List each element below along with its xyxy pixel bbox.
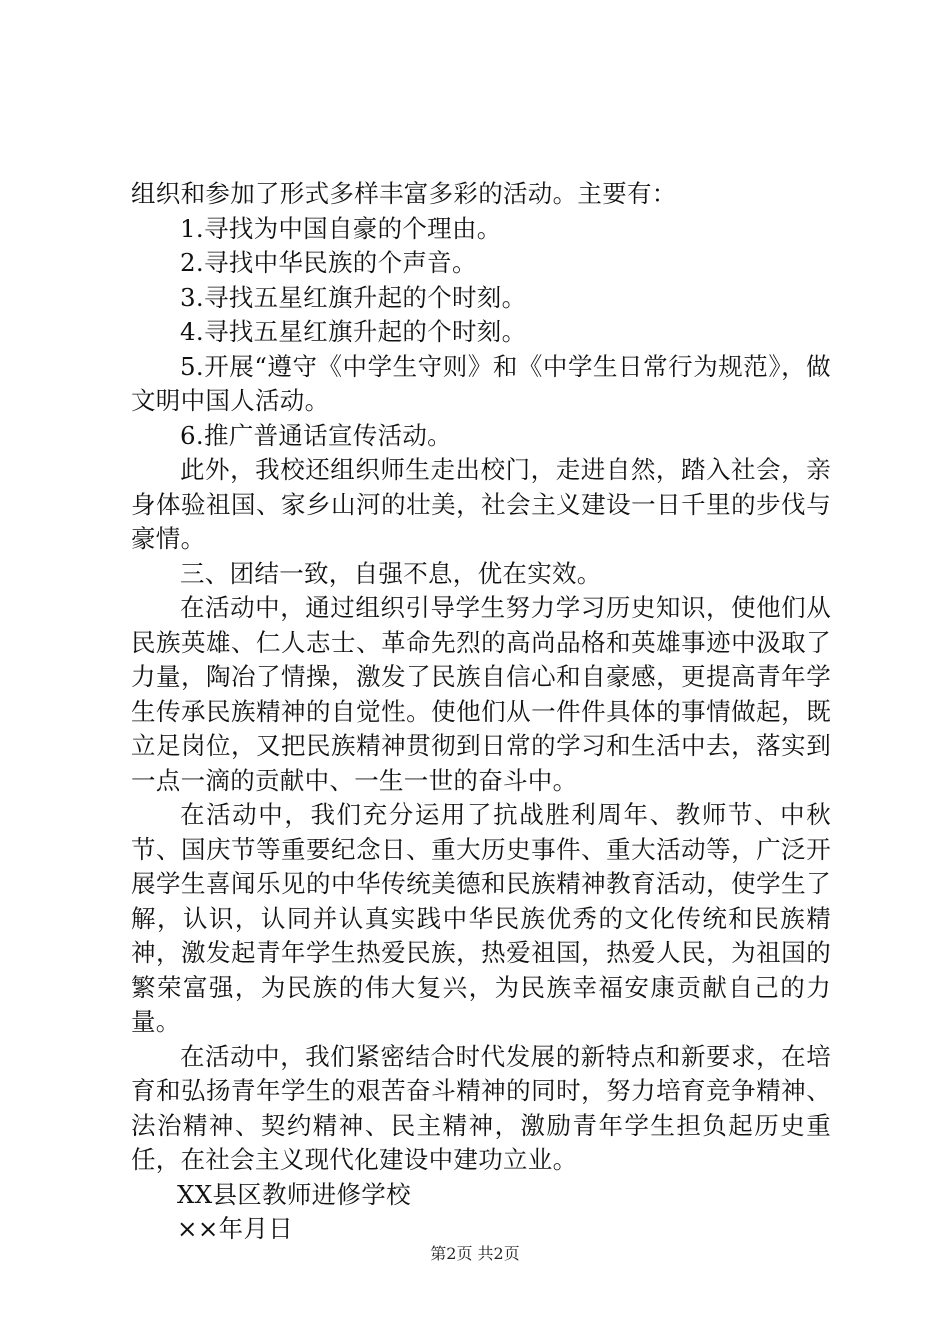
page-footer: 第2页 共2页	[430, 1244, 520, 1263]
list-item-1: 1.寻找为中国自豪的个理由。	[180, 213, 502, 243]
paragraph-history: 在活动中，通过组织引导学生努力学习历史知识，使他们从民族英雄、仁人志士、革命先烈的高尚品格和英雄事迹中汲取了力量，陶冶了情操，激发了民族自信心和自豪感，更提高青年学生传承民族精神的自觉性。使他们从一件件具体的事情做起，既立足岗位，又把民族精神贯彻到日常的学习和生活中去，落实到一点一滴的贡献中、一生一世的奋斗中。	[131, 593, 831, 795]
paragraph-outing: 此外，我校还组织师生走出校门，走进自然，踏入社会，亲身体验祖国、家乡山河的壮美，社会主义建设一日千里的步伐与豪情。	[131, 455, 831, 553]
list-item-5: 5.开展“遵守《中学生守则》和《中学生日常行为规范》，做文明中国人活动。	[131, 351, 831, 415]
list-item-2: 2.寻找中华民族的个声音。	[180, 248, 477, 277]
list-item-3: 3.寻找五星红旗升起的个时刻。	[180, 282, 527, 312]
document-body	[131, 177, 831, 1247]
paragraph-intro: 组织和参加了形式多样丰富多彩的活动。主要有：	[131, 179, 677, 208]
signature-org: XX县区教师进修学校	[177, 1179, 411, 1209]
signature-date: ××年月日	[177, 1214, 294, 1243]
list-item-4: 4.寻找五星红旗升起的个时刻。	[180, 317, 527, 346]
paragraph-era: 在活动中，我们紧密结合时代发展的新特点和新要求，在培育和弘扬青年学生的艰苦奋斗精神的同时，努力培育竞争精神、法治精神、契约精神、民主精神，激励青年学生担负起历史重任，在社会主义现代化建设中建功立业。	[131, 1041, 831, 1174]
list-item-6: 6.推广普通话宣传活动。	[180, 420, 452, 450]
paragraph-festivals: 在活动中，我们充分运用了抗战胜利周年、教师节、中秋节、国庆节等重要纪念日、重大历史事件、重大活动等，广泛开展学生喜闻乐见的中华传统美德和民族精神教育活动，使学生了解，认识，认同并认真实践中华民族优秀的文化传统和民族精神，激发起青年学生热爱民族，热爱祖国，热爱人民，为祖国的繁荣富强，为民族的伟大复兴，为民族幸福安康贡献自己的力量。	[131, 800, 831, 1036]
section-heading-3: 三、团结一致，自强不息，优在实效。	[180, 558, 602, 588]
